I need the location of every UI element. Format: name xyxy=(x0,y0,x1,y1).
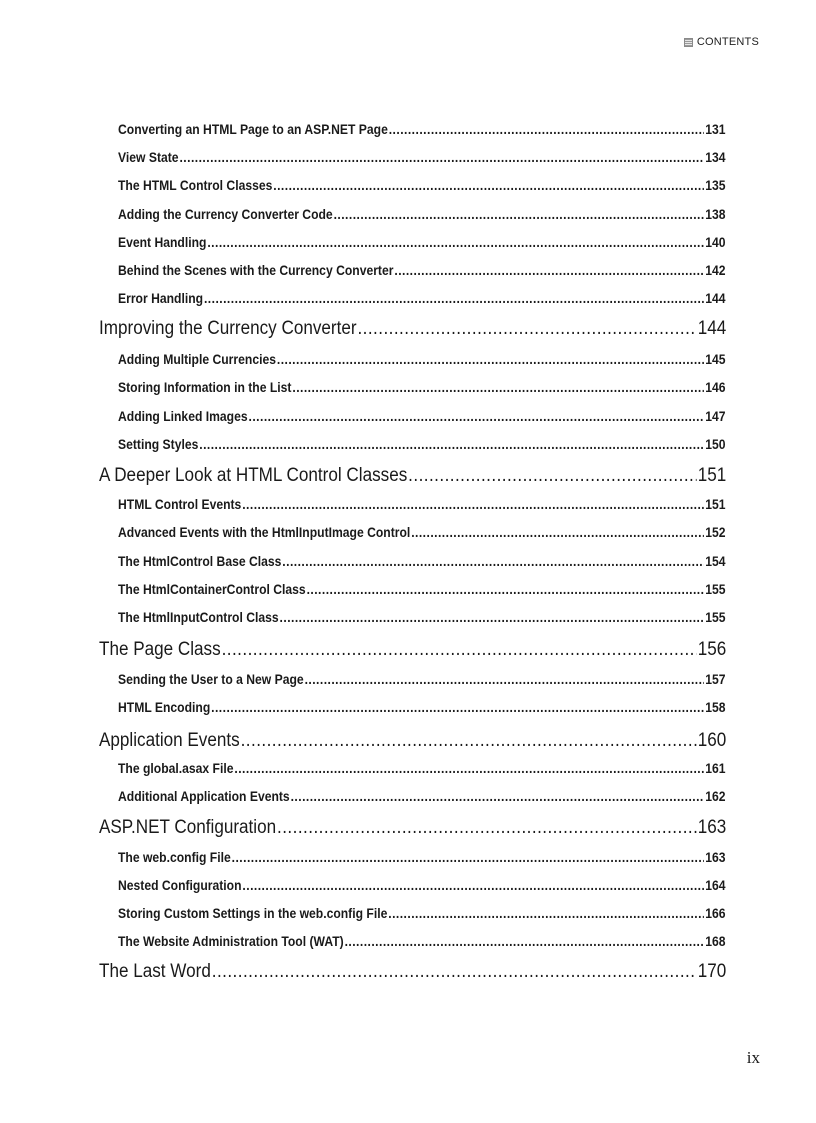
dot-leader xyxy=(179,150,704,165)
toc-subsection-entry[interactable] xyxy=(118,291,726,306)
toc-subsection-entry[interactable] xyxy=(118,850,726,865)
dot-leader xyxy=(408,465,697,487)
toc-entry-page: 163 xyxy=(697,817,727,838)
toc-subsection-entry[interactable] xyxy=(118,178,726,193)
dot-leader xyxy=(249,409,705,424)
toc-subsection-entry[interactable] xyxy=(118,207,726,222)
toc-entry-title: A Deeper Look at HTML Control Classes xyxy=(99,465,408,486)
toc-entry-title: Storing Custom Settings in the web.config File xyxy=(118,906,388,921)
dot-leader xyxy=(273,178,704,193)
toc-entry-title: Adding the Currency Converter Code xyxy=(118,207,333,222)
page-number: ix xyxy=(746,1048,760,1067)
toc-entry-page: 146 xyxy=(705,380,726,395)
toc-subsection-entry[interactable] xyxy=(118,409,726,424)
toc-subsection-entry[interactable] xyxy=(118,352,726,367)
dot-leader xyxy=(242,497,704,512)
toc-entry-title: HTML Control Events xyxy=(118,497,242,512)
dot-leader xyxy=(277,817,697,839)
dot-leader xyxy=(207,235,704,250)
toc-entry-title: The Page Class xyxy=(99,639,221,660)
toc-entry-title: Nested Configuration xyxy=(118,878,242,893)
toc-entry-title: Adding Multiple Currencies xyxy=(118,352,276,367)
toc-subsection-entry[interactable] xyxy=(118,672,726,687)
toc-subsection-entry[interactable] xyxy=(118,525,726,540)
toc-section-entry[interactable] xyxy=(99,730,726,752)
toc-entry-page: 134 xyxy=(705,150,726,165)
toc-entry-title: The HtmlContainerControl Class xyxy=(118,582,306,597)
toc-entry-page: 160 xyxy=(697,730,727,751)
toc-section-entry[interactable] xyxy=(99,961,726,983)
dot-leader xyxy=(394,263,704,278)
toc-entry-title: Advanced Events with the HtmlInputImage Control xyxy=(118,525,411,540)
dot-leader xyxy=(212,961,697,983)
toc-section-entry[interactable] xyxy=(99,318,726,340)
toc-entry-title: Adding Linked Images xyxy=(118,409,248,424)
dot-leader xyxy=(357,318,696,340)
toc-entry-title: ASP.NET Configuration xyxy=(99,817,277,838)
toc-subsection-entry[interactable] xyxy=(118,150,726,165)
dot-leader xyxy=(389,122,705,137)
toc-entry-page: 144 xyxy=(697,318,727,339)
toc-entry-page: 135 xyxy=(705,178,726,193)
toc-entry-title: The web.config File xyxy=(118,850,231,865)
toc-entry-title: Application Events xyxy=(99,730,240,751)
toc-entry-page: 161 xyxy=(705,761,726,776)
toc-entry-page: 168 xyxy=(705,934,726,949)
toc-entry-title: The Website Administration Tool (WAT) xyxy=(118,934,344,949)
toc-subsection-entry[interactable] xyxy=(118,610,726,625)
toc-entry-title: The HtmlInputControl Class xyxy=(118,610,279,625)
toc-entry-page: 170 xyxy=(697,961,727,982)
toc-entry-page: 151 xyxy=(697,465,727,486)
toc-entry-title: The global.asax File xyxy=(118,761,234,776)
toc-entry-page: 131 xyxy=(705,122,726,137)
toc-entry-page: 147 xyxy=(705,409,726,424)
toc-entry-title: The Last Word xyxy=(99,961,211,982)
toc-entry-page: 151 xyxy=(705,497,726,512)
toc-subsection-entry[interactable] xyxy=(118,906,726,921)
toc-subsection-entry[interactable] xyxy=(118,554,726,569)
header-square-icon xyxy=(684,38,693,47)
dot-leader xyxy=(282,554,704,569)
toc-entry-page: 155 xyxy=(705,582,726,597)
toc-entry-page: 158 xyxy=(705,700,726,715)
toc-subsection-entry[interactable] xyxy=(118,761,726,776)
toc-subsection-entry[interactable] xyxy=(118,700,726,715)
toc-subsection-entry[interactable] xyxy=(118,934,726,949)
toc-subsection-entry[interactable] xyxy=(118,122,726,137)
toc-entry-page: 156 xyxy=(697,639,727,660)
toc-entry-page: 164 xyxy=(705,878,726,893)
dot-leader xyxy=(242,878,704,893)
toc-entry-page: 144 xyxy=(705,291,726,306)
toc-entry-title: Behind the Scenes with the Currency Converter xyxy=(118,263,394,278)
toc-entry-title: The HtmlControl Base Class xyxy=(118,554,282,569)
toc-subsection-entry[interactable] xyxy=(118,497,726,512)
toc-subsection-entry[interactable] xyxy=(118,878,726,893)
toc-subsection-entry[interactable] xyxy=(118,437,726,452)
toc-entry-page: 157 xyxy=(705,672,726,687)
toc-entry-page: 152 xyxy=(705,525,726,540)
toc-entry-title: The HTML Control Classes xyxy=(118,178,273,193)
dot-leader xyxy=(280,610,705,625)
toc-section-entry[interactable] xyxy=(99,639,726,661)
running-header xyxy=(684,36,759,48)
toc-subsection-entry[interactable] xyxy=(118,235,726,250)
toc-section-entry[interactable] xyxy=(99,465,726,487)
toc-entry-title: HTML Encoding xyxy=(118,700,211,715)
toc-subsection-entry[interactable] xyxy=(118,789,726,804)
toc-entry-title: Additional Application Events xyxy=(118,789,290,804)
toc-entry-page: 145 xyxy=(705,352,726,367)
dot-leader xyxy=(204,291,704,306)
dot-leader xyxy=(232,850,705,865)
toc-subsection-entry[interactable] xyxy=(118,582,726,597)
toc-entry-title: Event Handling xyxy=(118,235,207,250)
toc-entry-page: 140 xyxy=(705,235,726,250)
header-label: CONTENTS xyxy=(696,36,759,48)
dot-leader xyxy=(199,437,704,452)
dot-leader xyxy=(277,352,704,367)
dot-leader xyxy=(211,700,704,715)
dot-leader xyxy=(222,639,697,661)
toc-entry-page: 142 xyxy=(705,263,726,278)
dot-leader xyxy=(305,672,705,687)
dot-leader xyxy=(334,207,705,222)
toc-entry-title: Sending the User to a New Page xyxy=(118,672,304,687)
toc-entry-page: 154 xyxy=(705,554,726,569)
toc-subsection-entry[interactable] xyxy=(118,380,726,395)
dot-leader xyxy=(411,525,704,540)
toc-entry-title: Storing Information in the List xyxy=(118,380,292,395)
dot-leader xyxy=(388,906,704,921)
toc-entry-title: Improving the Currency Converter xyxy=(99,318,357,339)
toc-section-entry[interactable] xyxy=(99,817,726,839)
toc-subsection-entry[interactable] xyxy=(118,263,726,278)
toc-entry-page: 166 xyxy=(705,906,726,921)
dot-leader xyxy=(345,934,705,949)
toc-entry-page: 138 xyxy=(705,207,726,222)
dot-leader xyxy=(291,789,705,804)
toc-entry-title: Error Handling xyxy=(118,291,204,306)
toc-entry-title: Setting Styles xyxy=(118,437,199,452)
toc-entry-page: 163 xyxy=(705,850,726,865)
toc-entry-page: 162 xyxy=(705,789,726,804)
toc-entry-page: 150 xyxy=(705,437,726,452)
dot-leader xyxy=(241,730,697,752)
toc-entry-title: Converting an HTML Page to an ASP.NET Page xyxy=(118,122,388,137)
dot-leader xyxy=(234,761,704,776)
dot-leader xyxy=(292,380,704,395)
toc-entry-title: View State xyxy=(118,150,179,165)
toc-entry-page: 155 xyxy=(705,610,726,625)
dot-leader xyxy=(307,582,705,597)
